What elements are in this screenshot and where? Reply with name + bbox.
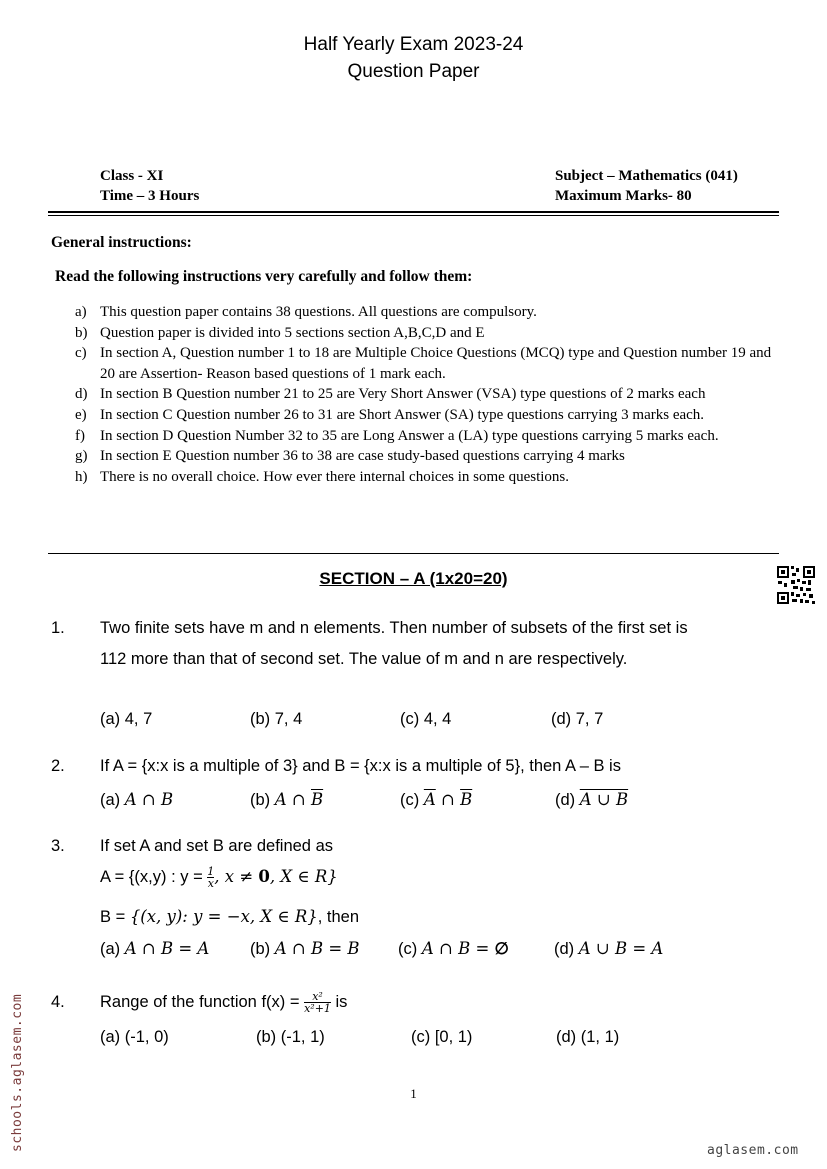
instruction-item — [49, 426, 784, 447]
q1-option-a: (a) 4, 7 — [100, 710, 153, 728]
instruction-text: In section C Question number 26 to 31 are Short Answer (SA) type questions carrying 3 marks each. — [100, 406, 705, 423]
side-watermark: schools.aglasem.com — [10, 993, 25, 1152]
q2-option-b — [250, 790, 323, 810]
instruction-item — [49, 467, 784, 488]
option-math: A ∪ B = A — [578, 939, 664, 958]
question-text: If set A and set B are defined as — [100, 837, 333, 855]
q2-option-d — [555, 790, 628, 810]
question-text: If A = {x:x is a multiple of 3} and B = {x:x is a multiple of 5}, then A – B is — [100, 757, 621, 775]
option-math: A ∪ B — [579, 790, 629, 809]
header-rule-top — [48, 211, 779, 213]
question-number: 3. — [51, 837, 65, 855]
instruction-item — [49, 446, 784, 467]
fraction-x2-over-x2-plus-1: $\frac{\text{x²}}{\text{x²+1}}$ — [304, 990, 331, 1016]
question-text-suffix: is — [330, 993, 348, 1011]
instruction-label: b) — [75, 324, 88, 341]
q4-option-b: (b) (-1, 1) — [256, 1028, 325, 1046]
instructions-list — [49, 302, 784, 487]
q3-option-c — [398, 939, 509, 959]
instruction-item — [49, 323, 784, 344]
q2-option-c — [400, 790, 472, 810]
section-a-title: SECTION – A (1x20=20) — [319, 569, 508, 588]
instruction-item — [49, 343, 784, 384]
option-label: (b) — [250, 940, 271, 958]
instruction-label: c) — [75, 345, 87, 362]
question-number: 4. — [51, 993, 65, 1011]
instruction-text: In section B Question number 21 to 25 are Very Short Answer (VSA) type questions of 2 marks each — [100, 386, 706, 403]
instruction-label: a) — [75, 304, 87, 320]
option-label: (a) — [100, 791, 121, 809]
set-a-condition: , x ≠ 0, X ∈ R} — [214, 866, 338, 886]
option-label: (b) — [250, 791, 271, 809]
q3-option-a — [100, 939, 209, 959]
instruction-label: d) — [75, 386, 88, 403]
question-1 — [0, 613, 827, 708]
q1-option-c: (c) 4, 4 — [400, 710, 452, 728]
option-math: A ∩ B — [124, 790, 174, 809]
q3-set-b-definition — [100, 907, 359, 927]
qr-code-icon — [776, 565, 816, 605]
instruction-item — [49, 302, 784, 323]
class-label: Class - XI — [100, 168, 164, 184]
instruction-text: This question paper contains 38 questions. All questions are compulsory. — [100, 304, 537, 320]
question-text: Two finite sets have m and n elements. Then number of subsets of the first set is 112 more than that of second set. The value of m and n are respectively. — [100, 619, 688, 668]
page-number: 1 — [410, 1086, 417, 1101]
option-label: (d) — [554, 940, 575, 958]
option-math: A ∩ $\overline{B}$ — [274, 790, 324, 809]
instruction-label: e) — [75, 406, 87, 423]
exam-title: Half Yearly Exam 2023-24 — [303, 34, 524, 55]
option-label: (d) — [555, 791, 576, 809]
corner-watermark: aglasem.com — [707, 1143, 799, 1158]
q1-option-d: (d) 7, 7 — [551, 710, 604, 728]
option-label: (a) — [100, 940, 121, 958]
q4-option-a: (a) (-1, 0) — [100, 1028, 169, 1046]
instruction-label: f) — [75, 427, 85, 444]
option-math: $\overline{A}$ ∩ $\overline{B}$ — [423, 790, 473, 809]
instructions-subheading: Read the following instructions very carefully and follow them: — [55, 268, 473, 285]
set-b-prefix: B = — [100, 908, 130, 926]
set-b-condition: {(x, y): y = −x, X ∈ R} — [129, 907, 318, 926]
instruction-text: Question paper is divided into 5 sections section A,B,C,D and E — [100, 324, 485, 341]
q3-option-d — [554, 939, 663, 959]
header-rule-bottom — [48, 215, 779, 216]
time-label: Time – 3 Hours — [100, 188, 200, 204]
q4-option-c: (c) [0, 1) — [411, 1028, 473, 1046]
set-a-prefix: A = {(x,y) : y = — [100, 867, 208, 886]
instructions-rule — [48, 553, 779, 554]
instruction-label: h) — [75, 468, 88, 485]
fraction-one-over-x: $\frac{1}{x}$ — [207, 865, 215, 890]
option-label: (c) — [398, 940, 418, 958]
option-math: A ∩ B = ∅ — [421, 939, 509, 958]
option-label: (c) — [400, 791, 420, 809]
instruction-item — [49, 405, 784, 426]
instruction-text: There is no overall choice. How ever there internal choices in some questions. — [100, 468, 570, 485]
subject-label: Subject – Mathematics (041) — [555, 168, 738, 184]
instructions-heading: General instructions: — [51, 234, 192, 251]
instruction-text: In section D Question Number 32 to 35 are Long Answer a (LA) type questions carrying 5 marks each. — [100, 427, 719, 444]
q3-set-a-definition — [100, 866, 338, 889]
instruction-text: In section E Question number 36 to 38 are case study-based questions carrying 4 marks — [100, 448, 625, 465]
set-b-suffix: , then — [317, 908, 360, 926]
q2-option-a — [100, 790, 173, 810]
question-number: 1. — [51, 619, 65, 637]
instruction-item — [49, 384, 784, 405]
paper-title: Question Paper — [347, 61, 480, 82]
question-number: 2. — [51, 757, 65, 775]
option-math: A ∩ B = B — [274, 939, 360, 958]
instruction-label: g) — [75, 448, 88, 465]
q3-option-b — [250, 939, 360, 959]
question-text — [100, 987, 710, 1018]
max-marks-label: Maximum Marks- 80 — [555, 188, 692, 204]
option-math: A ∩ B = A — [124, 939, 210, 958]
question-text-prefix: Range of the function f(x) = — [100, 993, 305, 1011]
q4-option-d: (d) (1, 1) — [556, 1028, 620, 1046]
instruction-text: In section A, Question number 1 to 18 are Multiple Choice Questions (MCQ) type and Question number 19 and 20 are Assertion- Reason based questions of 1 mark each. — [100, 345, 772, 382]
q1-option-b: (b) 7, 4 — [250, 710, 303, 728]
